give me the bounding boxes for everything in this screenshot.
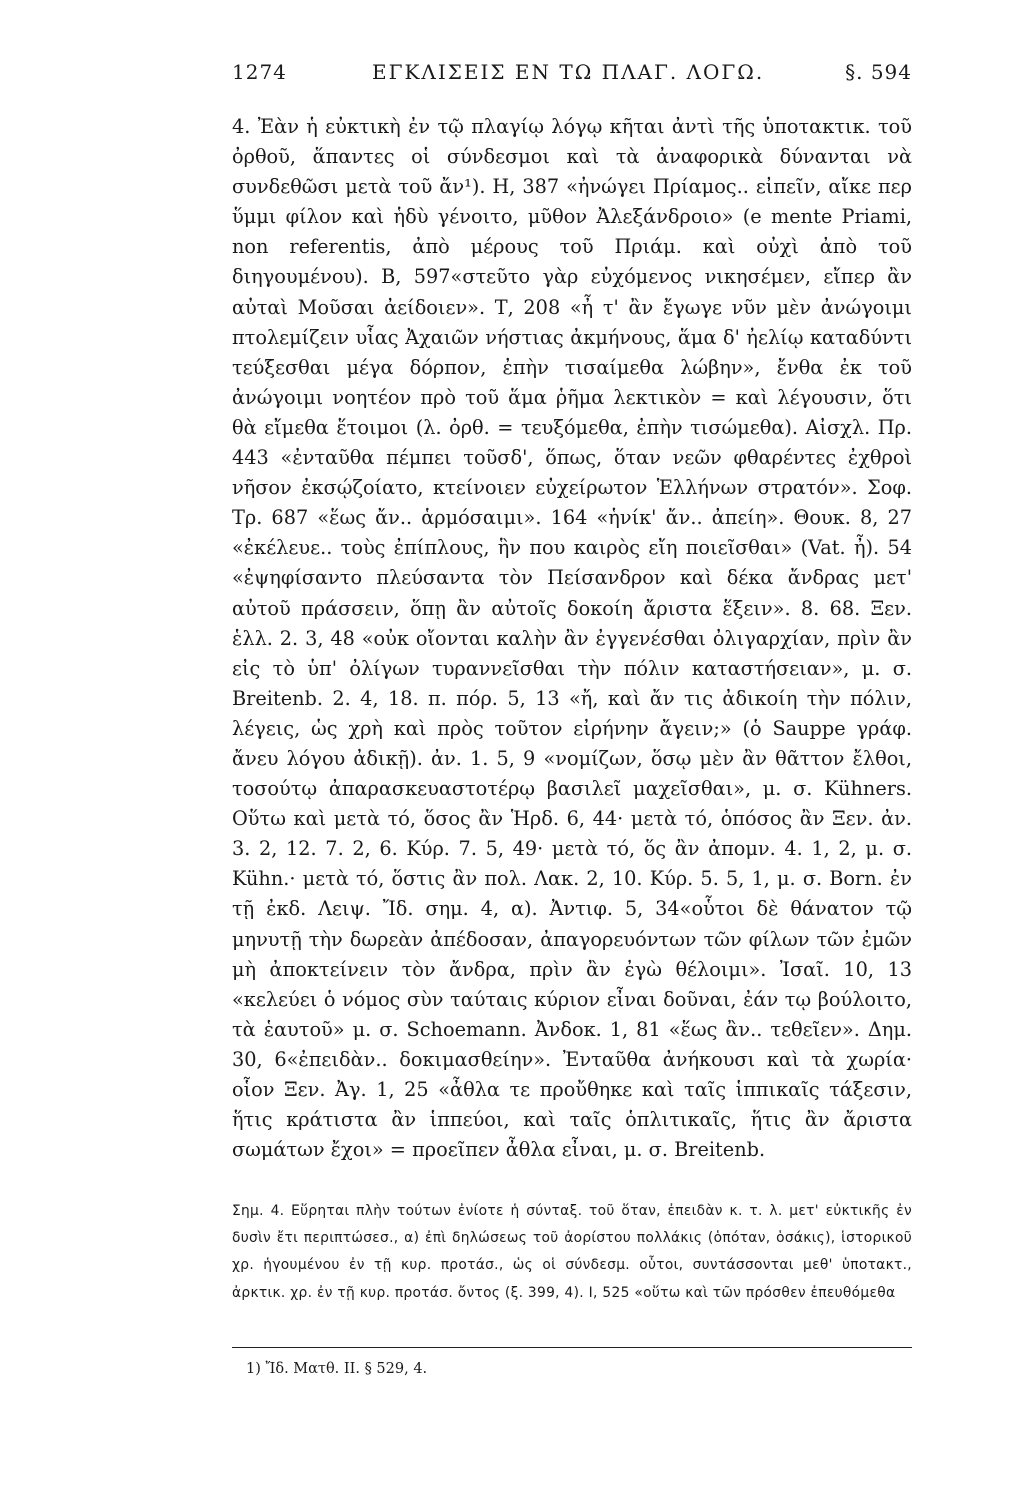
running-header — [232, 60, 912, 100]
footnote-divider — [232, 1347, 912, 1348]
main-text — [232, 112, 912, 1165]
remark-section — [232, 1198, 912, 1307]
remark-paragraph: Σημ. 4. Εὕρηται πλὴν τούτων ἐνίοτε ἡ σύνταξ. τοῦ ὅταν, ἐπειδὰν κ. τ. λ. μετ' εὐκτικῆς ἐν δυσὶν ἔτι περιπτώσεσ., α) ἐπὶ δηλώσεως τοῦ ἀορίστου πολλάκις (ὁπόταν, ὁσάκις), ἱστορικοῦ χρ. ἡγουμένου ἐν τῇ κυρ. προτάσ., ὡς οἱ σύνδεσμ. οὗτοι, συντάσσονται μεθ' ὑποτακτ., ἀρκτικ. χρ. ἐν τῇ κυρ. προτάσ. ὄντος (ξ. 399, 4). Ι, 525 «οὕτω καὶ τῶν πρόσθεν ἐπευθόμεθα — [232, 1203, 912, 1301]
page-number: 1274 — [232, 60, 287, 84]
running-title: ΕΓΚΛΙΣΕΙΣ ΕΝ ΤΩ ΠΛΑΓ. ΛΟΓΩ. — [372, 60, 765, 84]
paragraph-4: 4. Ἐὰν ἡ εὐκτικὴ ἐν τῷ πλαγίῳ λόγῳ κῆται ἀντὶ τῆς ὑποτακτικ. τοῦ ὀρθοῦ, ἅπαντες οἱ σύνδεσμοι καὶ τὰ ἀναφορικὰ δύνανται νὰ συνδεθῶσι μετὰ τοῦ ἄν¹). Η, 387 «ἠνώγει Πρίαμος.. εἰπεῖν, αἴκε περ ὕμμι φίλον καὶ ἡδὺ γένοιτο, μῦθον Ἀλεξάνδροιο» (e mente Priami, non referentis, ἀπὸ μέρους τοῦ Πριάμ. καὶ οὐχὶ ἀπὸ τοῦ διηγουμένου). Β, 597«στεῦτο γὰρ εὐχόμενος νικησέμεν, εἴπερ ἂν αὐταὶ Μοῦσαι ἀείδοιεν». Τ, 208 «ἦ τ' ἂν ἔγωγε νῦν μὲν ἀνώγοιμι πτολεμίζειν υἷας Ἀχαιῶν νήστιας ἀκμήνους, ἅμα δ' ἠελίῳ καταδύντι τεύξεσθαι μέγα δόρπον, ἐπὴν τισαίμεθα λώβην», ἔνθα ἐκ τοῦ ἀνώγοιμι νοητέον πρὸ τοῦ ἅμα ῥῆμα λεκτικὸν = καὶ λέγουσιν, ὅτι θὰ εἴμεθα ἕτοιμοι (λ. ὀρθ. = τευξόμεθα, ἐπὴν τισώμεθα). Αἰσχλ. Πρ. 443 «ἐνταῦθα πέμπει τοῦσδ', ὅπως, ὅταν νεῶν φθαρέντες ἐχθροὶ νῆσον ἐκσῴζοίατο, κτείνοιεν εὐχείρωτον Ἑλλήνων στρατόν». Σοφ. Τρ. 687 «ἕως ἄν.. ἁρμόσαιμι». 164 «ἡνίκ' ἄν.. ἀπείη». Θουκ. 8, 27 «ἐκέλευε.. τοὺς ἐπίπλους, ἣν που καιρὸς εἴη ποιεῖσθαι» (Vat. ἦ). 54 «ἐψηφίσαντο πλεύσαντα τὸν Πείσανδρον καὶ δέκα ἄνδρας μετ' αὐτοῦ πράσσειν, ὅπῃ ἂν αὐτοῖς δοκοίη ἄριστα ἕξειν». 8. 68. Ξεν. ἑλλ. 2. 3, 48 «οὐκ οἴονται καλὴν ἂν ἐγγενέσθαι ὀλιγαρχίαν, πρὶν ἂν εἰς τὸ ὑπ' ὀλίγων τυραννεῖσθαι τὴν πόλιν καταστήσειαν», μ. σ. Breitenb. 2. 4, 18. π. πόρ. 5, 13 «ἤ, καὶ ἄν τις ἀδικοίη τὴν πόλιν, λέγεις, ὡς χρὴ καὶ πρὸς τοῦτον εἰρήνην ἄγειν;» (ὁ Sauppe γράφ. ἄνευ λόγου ἀδικῇ). ἀν. 1. 5, 9 «νομίζων, ὅσῳ μὲν ἂν θᾶττον ἔλθοι, τοσούτῳ ἀπαρασκευαστοτέρῳ βασιλεῖ μαχεῖσθαι», μ. σ. Kühners. Οὕτω καὶ μετὰ τό, ὅσος ἂν Ἡρδ. 6, 44· μετὰ τό, ὁπόσος ἂν Ξεν. ἀν. 3. 2, 12. 7. 2, 6. Κύρ. 7. 5, 49· μετὰ τό, ὅς ἂν ἀπομν. 4. 1, 2, μ. σ. Kühn.· μετὰ τό, ὅστις ἂν πολ. Λακ. 2, 10. Κύρ. 5. 5, 1, μ. σ. Born. ἐν τῇ ἐκδ. Λειψ. Ἴδ. σημ. 4, α). Ἀντιφ. 5, 34«οὗτοι δὲ θάνατον τῷ μηνυτῇ τὴν δωρεὰν ἀπέδοσαν, ἀπαγορευόντων τῶν φίλων τῶν ἐμῶν μὴ ἀποκτείνειν τὸν ἄνδρα, πρὶν ἂν ἐγὼ θέλοιμι». Ἰσαῖ. 10, 13 «κελεύει ὁ νόμος σὺν ταύταις κύριον εἶναι δοῦναι, ἐάν τῳ βούλοιτο, τὰ ἑαυτοῦ» μ. σ. Schoemann. Ἀνδοκ. 1, 81 «ἕως ἂν.. τεθεῖεν». Δημ. 30, 6«ἐπειδὰν.. δοκιμασθείην». Ἐνταῦθα ἀνήκουσι καὶ τὰ χωρία· οἷον Ξεν. Ἀγ. 1, 25 «ἆθλα τε προὔθηκε καὶ ταῖς ἱππικαῖς τάξεσιν, ἥτις κράτιστα ἂν ἱππεύοι, καὶ ταῖς ὁπλιτικαῖς, ἥτις ἂν ἄριστα σωμάτων ἔχοι» = προεῖπεν ἆθλα εἶναι, μ. σ. Breitenb. — [232, 115, 912, 1162]
section-number: §. 594 — [845, 60, 912, 84]
footnote: 1) Ἴδ. Ματθ. ΙΙ. § 529, 4. — [246, 1361, 428, 1377]
